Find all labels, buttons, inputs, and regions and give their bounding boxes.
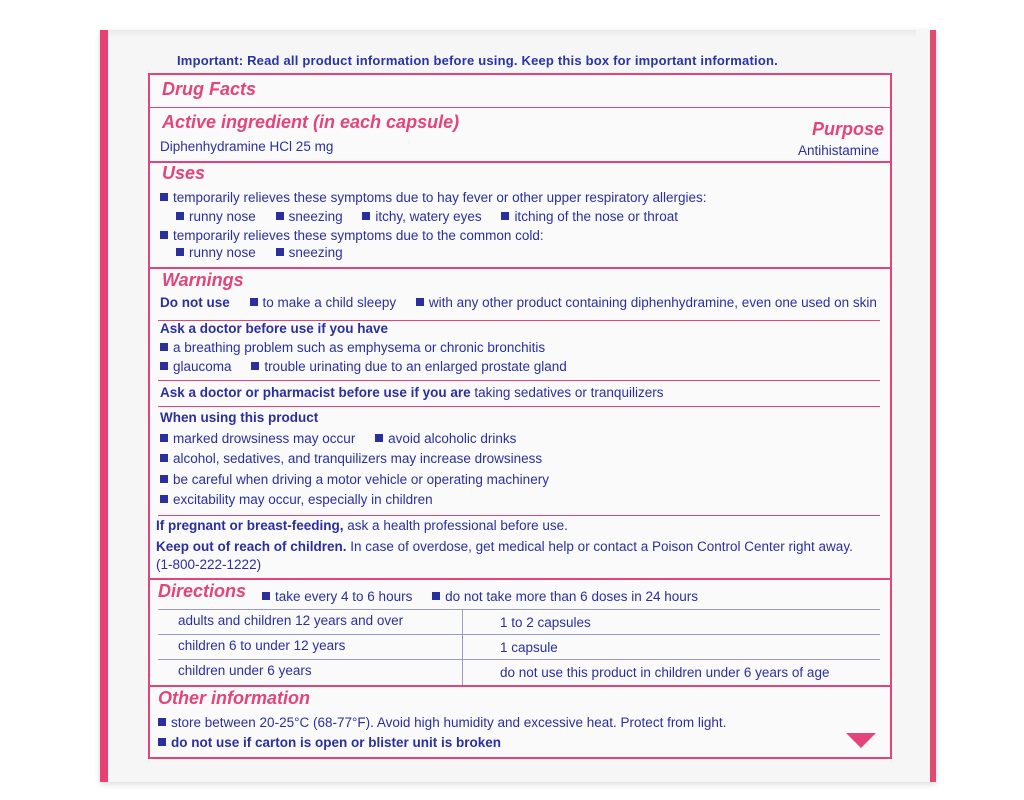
table-row-divider	[158, 659, 880, 660]
dosage-age-1: adults and children 12 years and over	[178, 613, 404, 628]
divider	[158, 380, 880, 381]
ask-doctor-item-1: a breathing problem such as emphysema or chronic bronchitis	[160, 340, 545, 355]
poison-control-phone: (1-800-222-1222)	[156, 557, 262, 572]
when-using-items-1: marked drowsiness may occur avoid alcoholic drinks	[160, 431, 516, 446]
bullet-icon	[176, 248, 184, 256]
uses-title: Uses	[162, 163, 206, 183]
drug-facts-title: Drug Facts	[162, 79, 257, 99]
ask-doctor-label: Ask a doctor before use if you have	[160, 321, 389, 336]
bullet-icon	[160, 475, 168, 483]
when-using-item-5: excitability may occur, especially in children	[160, 492, 433, 507]
section-divider	[150, 685, 890, 687]
divider	[150, 107, 890, 108]
uses-cold-items: runny nose sneezing	[176, 245, 343, 260]
bullet-icon	[160, 343, 168, 351]
uses-allergy-items: runny nose sneezing itchy, watery eyes itching of the nose or throat	[176, 209, 678, 224]
bullet-icon	[160, 231, 168, 239]
bullet-icon	[362, 212, 370, 220]
warnings-title: Warnings	[162, 270, 244, 290]
bullet-icon	[158, 738, 166, 746]
drug-facts-panel	[148, 73, 892, 759]
table-row-divider	[158, 634, 880, 635]
carton-warning: do not use if carton is open or blister unit is broken	[158, 735, 501, 750]
bullet-icon	[160, 495, 168, 503]
dosage-age-2: children 6 to under 12 years	[178, 638, 346, 653]
bullet-icon	[262, 592, 270, 600]
keep-out-line: Keep out of reach of children. In case of overdose, get medical help or contact a Poison Control Center right away.	[156, 539, 853, 554]
section-divider	[150, 578, 890, 580]
pregnant-line: If pregnant or breast-feeding, ask a health professional before use.	[156, 518, 568, 533]
uses-line-1: temporarily relieves these symptoms due to hay fever or other upper respiratory allergies:	[160, 190, 707, 205]
active-ingredient-title: Active ingredient (in each capsule)	[162, 112, 460, 132]
purpose-title: Purpose	[812, 119, 885, 139]
bullet-icon	[416, 298, 424, 306]
down-triangle-icon	[846, 733, 876, 748]
ask-doctor-items-2: glaucoma trouble urinating due to an enlarged prostate gland	[160, 359, 567, 374]
table-column-divider	[462, 609, 463, 685]
bullet-icon	[375, 434, 383, 442]
when-using-item-4: be careful when driving a motor vehicle or operating machinery	[160, 472, 549, 487]
when-using-item-3: alcohol, sedatives, and tranquilizers may increase drowsiness	[160, 451, 542, 466]
ask-pharmacist-line: Ask a doctor or pharmacist before use if you are taking sedatives or tranquilizers	[160, 385, 664, 400]
box-top-edge	[108, 30, 916, 38]
dosage-dose-1: 1 to 2 capsules	[500, 615, 591, 630]
bullet-icon	[432, 592, 440, 600]
bullet-icon	[160, 434, 168, 442]
ingredient-text: Diphenhydramine HCl 25 mg	[160, 139, 334, 154]
section-divider	[150, 161, 890, 163]
bullet-icon	[250, 298, 258, 306]
dosage-dose-3: do not use this product in children under 6 years of age	[500, 665, 830, 680]
dosage-dose-2: 1 capsule	[500, 640, 558, 655]
bullet-icon	[160, 193, 168, 201]
bullet-icon	[160, 454, 168, 462]
bullet-icon	[276, 248, 284, 256]
bullet-icon	[276, 212, 284, 220]
storage-info: store between 20-25°C (68-77°F). Avoid high humidity and excessive heat. Protect from light.	[158, 715, 726, 730]
bullet-icon	[251, 362, 259, 370]
bullet-icon	[158, 718, 166, 726]
divider	[158, 406, 880, 407]
directions-items: take every 4 to 6 hours do not take more than 6 doses in 24 hours	[262, 589, 698, 604]
other-info-title: Other information	[158, 688, 310, 708]
purpose-text: Antihistamine	[798, 143, 880, 158]
do-not-use-line: Do not use to make a child sleepy with any other product containing diphenhydramine, even one used on skin	[160, 295, 877, 310]
section-divider	[150, 267, 890, 269]
table-border	[158, 609, 880, 610]
dosage-age-3: children under 6 years	[178, 663, 312, 678]
bullet-icon	[160, 362, 168, 370]
uses-line-2: temporarily relieves these symptoms due to the common cold:	[160, 228, 544, 243]
bullet-icon	[501, 212, 509, 220]
divider	[158, 515, 880, 516]
directions-title: Directions	[158, 581, 247, 601]
when-using-label: When using this product	[160, 410, 319, 425]
important-notice: Important: Read all product information before using. Keep this box for important information.	[177, 53, 778, 68]
bullet-icon	[176, 212, 184, 220]
